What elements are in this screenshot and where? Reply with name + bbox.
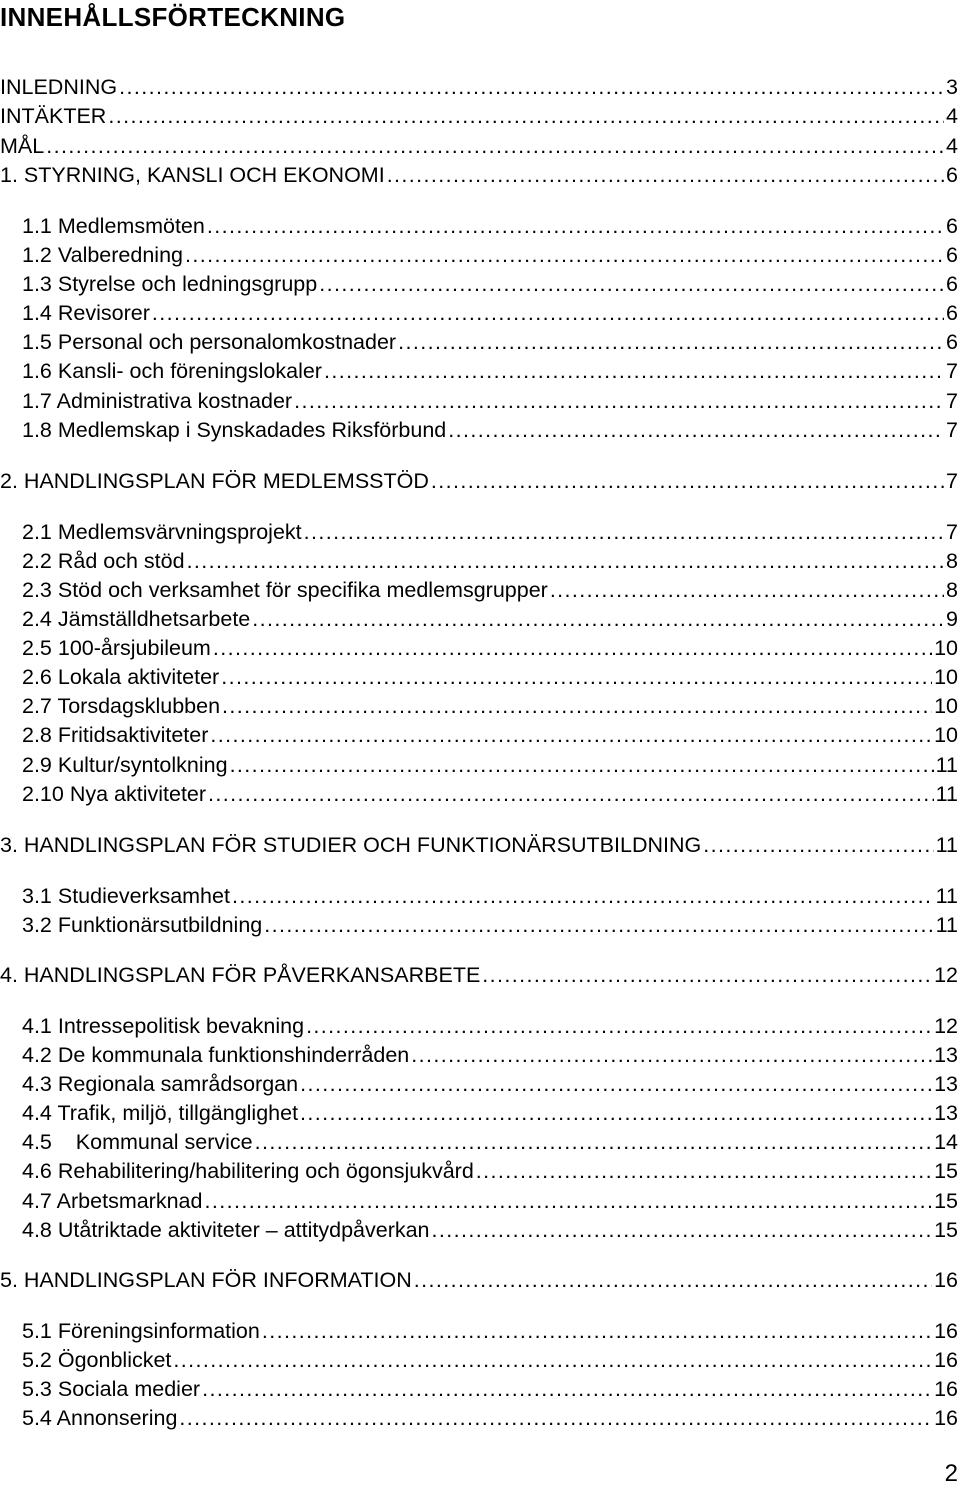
dot-leader <box>179 1406 932 1430</box>
toc-entry-title: 2.3 Stöd och verksamhet för specifika medlemsgrupper <box>22 578 548 602</box>
toc-entry-title: 1.2 Valberedning <box>22 243 183 267</box>
toc-entry-title: INTÄKTER <box>0 104 107 128</box>
dot-leader <box>432 1218 933 1242</box>
dot-leader <box>431 469 944 493</box>
toc-entry-title: 1.4 Revisorer <box>22 301 150 325</box>
dot-leader <box>119 75 944 99</box>
toc-entry[interactable] <box>0 99 958 128</box>
toc-entry-title: 5. HANDLINGSPLAN FÖR INFORMATION <box>0 1268 412 1292</box>
toc-entry[interactable] <box>0 1067 958 1096</box>
toc-entry[interactable] <box>0 1125 958 1154</box>
toc-entry-page: 13 <box>934 1101 958 1125</box>
toc-entry-title: 2.7 Torsdagsklubben <box>22 694 221 718</box>
toc-entry-title: 2. HANDLINGSPLAN FÖR MEDLEMSSTÖD <box>0 469 429 493</box>
toc-entry-page: 3 <box>946 75 958 99</box>
toc-entry-page: 11 <box>935 782 958 806</box>
toc-entry[interactable] <box>0 1154 958 1183</box>
toc-entry-page: 16 <box>934 1268 958 1292</box>
dot-leader <box>232 884 934 908</box>
toc-entry-page: 11 <box>935 753 958 777</box>
toc-entry-page: 16 <box>934 1406 958 1430</box>
toc-entry-title: 2.5 100-årsjubileum <box>22 636 211 660</box>
toc-entry-title: 2.6 Lokala aktiviteter <box>22 665 220 689</box>
toc-entry-page: 14 <box>934 1130 958 1154</box>
toc-entry-page: 6 <box>946 163 958 187</box>
dot-leader <box>230 753 934 777</box>
dot-leader <box>213 636 932 660</box>
toc-heading: INNEHÅLLSFÖRTECKNING <box>0 2 346 32</box>
dot-leader <box>210 723 932 747</box>
dot-leader <box>173 1348 932 1372</box>
page-number: 2 <box>944 1460 958 1487</box>
toc-entry[interactable] <box>0 296 958 325</box>
toc-entry-title: 2.2 Råd och stöd <box>22 549 185 573</box>
dot-leader <box>448 418 944 442</box>
toc-entry-page: 8 <box>946 578 958 602</box>
toc-entry-page: 10 <box>934 636 958 660</box>
toc-entry-page: 7 <box>946 389 958 413</box>
toc-entry-page: 6 <box>946 214 958 238</box>
toc-entry-title: 4.7 Arbetsmarknad <box>22 1189 203 1213</box>
dot-leader <box>414 1268 932 1292</box>
dot-leader <box>207 214 944 238</box>
toc-entry-title: 5.1 Föreningsinformation <box>22 1319 260 1343</box>
toc-entry[interactable] <box>0 267 958 296</box>
toc-entry-title: 5.2 Ögonblicket <box>22 1348 172 1372</box>
dot-leader <box>46 134 944 158</box>
toc-entry-title: 3. HANDLINGSPLAN FÖR STUDIER OCH FUNKTIONÄRSUTBILDNING <box>0 833 702 857</box>
toc-entry-page: 12 <box>934 963 958 987</box>
toc-entry-page: 13 <box>934 1072 958 1096</box>
toc-entry-page: 15 <box>934 1159 958 1183</box>
toc-entry-page: 7 <box>946 520 958 544</box>
dot-leader <box>398 330 944 354</box>
toc-entry-title: 4. HANDLINGSPLAN FÖR PÅVERKANSARBETE <box>0 963 481 987</box>
toc-entry-page: 9 <box>946 607 958 631</box>
toc-entry-title: INLEDNING <box>0 75 118 99</box>
dot-leader <box>482 963 932 987</box>
toc-entry[interactable] <box>0 209 958 238</box>
toc-entry-page: 6 <box>946 301 958 325</box>
toc-entry-page: 4 <box>946 134 958 158</box>
dot-leader <box>187 549 944 573</box>
dot-leader <box>262 1319 932 1343</box>
dot-leader <box>411 1043 932 1067</box>
dot-leader <box>222 694 932 718</box>
toc-entry-page: 13 <box>934 1043 958 1067</box>
toc-entry-page: 4 <box>946 104 958 128</box>
toc-entry[interactable] <box>0 515 958 544</box>
dot-leader <box>294 389 944 413</box>
toc-entry[interactable] <box>0 464 958 493</box>
toc-entry[interactable] <box>0 1314 958 1343</box>
toc-entry-page: 15 <box>934 1218 958 1242</box>
toc-entry-title: 5.3 Sociala medier <box>22 1377 201 1401</box>
toc-entry-page: 8 <box>946 549 958 573</box>
toc-entry[interactable] <box>0 158 958 187</box>
toc-entry-title: 1.6 Kansli- och föreningslokaler <box>22 359 322 383</box>
toc-entry[interactable] <box>0 129 958 158</box>
dot-leader <box>550 578 944 602</box>
toc-entry-page: 10 <box>934 723 958 747</box>
toc-entry[interactable] <box>0 384 958 413</box>
toc-entry-title: 1. STYRNING, KANSLI OCH EKONOMI <box>0 163 385 187</box>
toc-entry[interactable] <box>0 70 958 99</box>
toc-entry-page: 16 <box>934 1377 958 1401</box>
dot-leader <box>264 913 933 937</box>
toc-entry[interactable] <box>0 718 958 747</box>
toc-entry[interactable] <box>0 325 958 354</box>
dot-leader <box>476 1159 932 1183</box>
toc-entry[interactable] <box>0 631 958 660</box>
toc-entry-title: 2.4 Jämställdhetsarbete <box>22 607 251 631</box>
toc-entry-page: 7 <box>946 359 958 383</box>
toc-entry-title: 4.2 De kommunala funktionshinderråden <box>22 1043 410 1067</box>
toc-entry-page: 6 <box>946 272 958 296</box>
toc-entry-title: 4.1 Intressepolitisk bevakning <box>22 1014 305 1038</box>
toc-entry[interactable] <box>0 238 958 267</box>
dot-leader <box>387 163 944 187</box>
dot-leader <box>703 833 933 857</box>
dot-leader <box>152 301 944 325</box>
toc-entry-page: 11 <box>935 884 958 908</box>
toc-entry-title: 2.8 Fritidsaktiviteter <box>22 723 209 747</box>
dot-leader <box>304 520 944 544</box>
toc-entry-title: 4.4 Trafik, miljö, tillgänglighet <box>22 1101 299 1125</box>
toc-entry[interactable] <box>0 1372 958 1401</box>
toc-entry-title: 1.5 Personal och personalomkostnader <box>22 330 397 354</box>
toc-entry[interactable] <box>0 908 958 937</box>
toc-entry[interactable] <box>0 573 958 602</box>
toc-entry-page: 15 <box>934 1189 958 1213</box>
toc-entry[interactable] <box>0 660 958 689</box>
toc-entry[interactable] <box>0 354 958 383</box>
toc-entry-title: 4.3 Regionala samrådsorgan <box>22 1072 299 1096</box>
toc-entry[interactable] <box>0 828 958 857</box>
dot-leader <box>221 665 932 689</box>
toc-entry-page: 10 <box>934 694 958 718</box>
toc-entry-title: 3.1 Studieverksamhet <box>22 884 230 908</box>
toc-entry-page: 16 <box>934 1348 958 1372</box>
dot-leader <box>306 1014 932 1038</box>
toc-entry-title: 2.1 Medlemsvärvningsprojekt <box>22 520 302 544</box>
toc-entry[interactable] <box>0 1184 958 1213</box>
toc-entry[interactable] <box>0 1401 958 1430</box>
toc-entry[interactable] <box>0 689 958 718</box>
toc-entry[interactable] <box>0 777 958 806</box>
toc-entry[interactable] <box>0 879 958 908</box>
toc-entry[interactable] <box>0 958 958 987</box>
dot-leader <box>324 359 944 383</box>
dot-leader <box>108 104 944 128</box>
toc-entry-page: 6 <box>946 330 958 354</box>
toc-entry[interactable] <box>0 544 958 573</box>
toc-entry[interactable] <box>0 413 958 442</box>
dot-leader <box>185 243 944 267</box>
toc-entry-title: 1.1 Medlemsmöten <box>22 214 205 238</box>
toc-entry-title: 3.2 Funktionärsutbildning <box>22 913 263 937</box>
toc-entry-title: 1.7 Administrativa kostnader <box>22 389 293 413</box>
dot-leader <box>252 607 944 631</box>
toc-entry-page: 10 <box>934 665 958 689</box>
dot-leader <box>255 1130 932 1154</box>
toc-entry[interactable] <box>0 1096 958 1125</box>
toc-entry-title: 1.3 Styrelse och ledningsgrupp <box>22 272 318 296</box>
dot-leader <box>208 782 934 806</box>
toc-entry-page: 11 <box>935 833 958 857</box>
dot-leader <box>300 1072 932 1096</box>
toc-entry-title: 4.8 Utåtriktade aktiviteter – attitydpåverkan <box>22 1218 430 1242</box>
dot-leader <box>300 1101 932 1125</box>
toc-entry[interactable] <box>0 748 958 777</box>
toc-entry-title: 5.4 Annonsering <box>22 1406 178 1430</box>
toc-entry-page: 12 <box>934 1014 958 1038</box>
toc-entry[interactable] <box>0 1213 958 1242</box>
toc-entry-title: 1.8 Medlemskap i Synskadades Riksförbund <box>22 418 447 442</box>
dot-leader <box>319 272 944 296</box>
toc-entry-title: 2.9 Kultur/syntolkning <box>22 753 228 777</box>
dot-leader <box>202 1377 932 1401</box>
toc-entry-page: 7 <box>946 469 958 493</box>
toc-entry-page: 11 <box>935 913 958 937</box>
toc-entry-title: 2.10 Nya aktiviteter <box>22 782 207 806</box>
toc-entry-page: 16 <box>934 1319 958 1343</box>
toc-entry-title: 4.6 Rehabilitering/habilitering och ögonsjukvård <box>22 1159 474 1183</box>
toc-entry-page: 6 <box>946 243 958 267</box>
toc-entry[interactable] <box>0 602 958 631</box>
toc-entry[interactable] <box>0 1009 958 1038</box>
toc-entry-title: 4.5 Kommunal service <box>22 1130 253 1154</box>
toc-entry[interactable] <box>0 1263 958 1292</box>
toc-entry[interactable] <box>0 1343 958 1372</box>
toc-entry-page: 7 <box>946 418 958 442</box>
dot-leader <box>204 1189 932 1213</box>
toc-entry[interactable] <box>0 1038 958 1067</box>
toc-entry-title: MÅL <box>0 134 45 158</box>
